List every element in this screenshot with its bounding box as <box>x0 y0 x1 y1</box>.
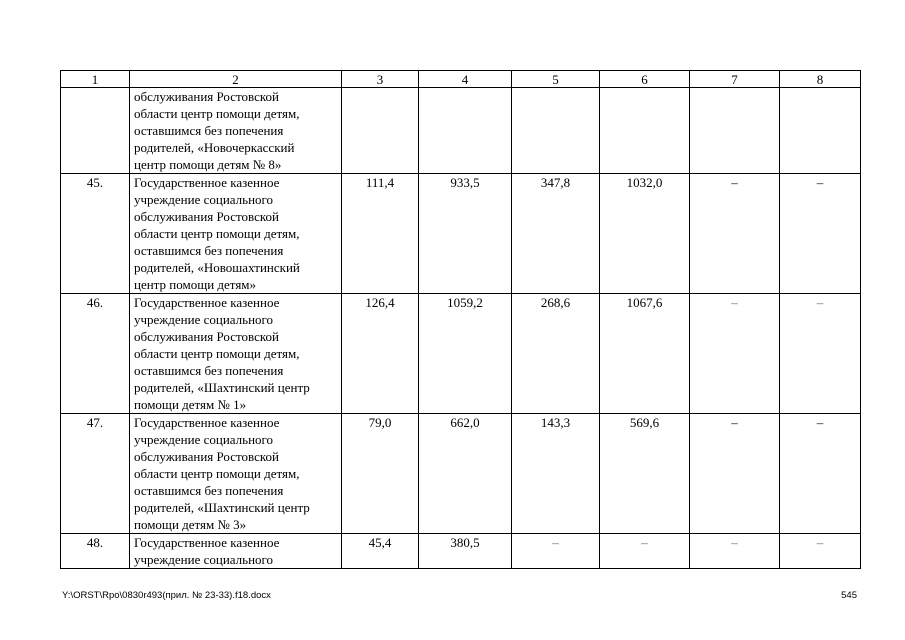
cell-col6: 1032,0 <box>600 174 690 294</box>
cell-col8: – <box>780 534 861 569</box>
description-line: Государственное казенное <box>134 175 280 190</box>
description-line: учреждение социального <box>134 552 274 567</box>
description-line: учреждение социального <box>134 432 274 447</box>
cell-col5: 347,8 <box>512 174 600 294</box>
description-line: области центр помощи детям, <box>134 226 300 241</box>
description-line: учреждение социального <box>134 192 274 207</box>
cell-col5 <box>512 88 600 174</box>
cell-col6: 569,6 <box>600 414 690 534</box>
cell-col4: 662,0 <box>419 414 512 534</box>
footer-page-number: 545 <box>841 590 857 601</box>
column-header-6: 6 <box>600 71 690 88</box>
column-header-1: 1 <box>61 71 130 88</box>
cell-col8: – <box>780 294 861 414</box>
cell-col3: 45,4 <box>342 534 419 569</box>
description-line: области центр помощи детям, <box>134 466 300 481</box>
cell-col5: – <box>512 534 600 569</box>
row-description <box>130 88 342 174</box>
table-row <box>61 414 861 534</box>
cell-col3: 111,4 <box>342 174 419 294</box>
description-line: оставшимся без попечения <box>134 363 284 378</box>
row-number: 48. <box>61 534 130 569</box>
description-line: учреждение социального <box>134 312 274 327</box>
description-line: оставшимся без попечения <box>134 243 284 258</box>
cell-col6 <box>600 88 690 174</box>
description-line: родителей, «Шахтинский центр <box>134 500 310 515</box>
row-description <box>130 414 342 534</box>
cell-col3 <box>342 88 419 174</box>
row-number: 45. <box>61 174 130 294</box>
description-line: Государственное казенное <box>134 535 280 550</box>
cell-col7: – <box>690 414 780 534</box>
header-row <box>61 71 861 88</box>
description-line: области центр помощи детям, <box>134 346 300 361</box>
row-description <box>130 294 342 414</box>
description-line: родителей, «Новочеркасский <box>134 140 295 155</box>
cell-col8: – <box>780 174 861 294</box>
cell-col4 <box>419 88 512 174</box>
cell-col4: 380,5 <box>419 534 512 569</box>
cell-col7: – <box>690 294 780 414</box>
description-line: оставшимся без попечения <box>134 483 284 498</box>
cell-col8: – <box>780 414 861 534</box>
description-line: родителей, «Новошахтинский <box>134 260 300 275</box>
cell-col5: 268,6 <box>512 294 600 414</box>
description-line: помощи детям № 3» <box>134 517 247 532</box>
description-line: Государственное казенное <box>134 295 280 310</box>
cell-col4: 933,5 <box>419 174 512 294</box>
column-header-3: 3 <box>342 71 419 88</box>
column-header-7: 7 <box>690 71 780 88</box>
description-line: обслуживания Ростовской <box>134 89 279 104</box>
description-line: области центр помощи детям, <box>134 106 300 121</box>
footer-file-path: Y:\ORST\Rpo\0830r493(прил. № 23-33).f18.docx <box>62 590 271 601</box>
description-line: родителей, «Шахтинский центр <box>134 380 310 395</box>
description-line: обслуживания Ростовской <box>134 329 279 344</box>
row-description <box>130 174 342 294</box>
column-header-8: 8 <box>780 71 861 88</box>
cell-col6: 1067,6 <box>600 294 690 414</box>
column-header-5: 5 <box>512 71 600 88</box>
cell-col6: – <box>600 534 690 569</box>
column-header-4: 4 <box>419 71 512 88</box>
description-line: оставшимся без попечения <box>134 123 284 138</box>
table-row <box>61 174 861 294</box>
description-line: обслуживания Ростовской <box>134 209 279 224</box>
cell-col3: 126,4 <box>342 294 419 414</box>
cell-col7: – <box>690 174 780 294</box>
table-row <box>61 294 861 414</box>
column-header-2: 2 <box>130 71 342 88</box>
description-line: помощи детям № 1» <box>134 397 247 412</box>
cell-col8 <box>780 88 861 174</box>
row-number: 46. <box>61 294 130 414</box>
cell-col4: 1059,2 <box>419 294 512 414</box>
description-line: центр помощи детям № 8» <box>134 157 282 172</box>
data-table <box>60 70 861 569</box>
row-number <box>61 88 130 174</box>
row-description <box>130 534 342 569</box>
description-line: Государственное казенное <box>134 415 280 430</box>
table-row-continuation <box>61 88 861 174</box>
cell-col5: 143,3 <box>512 414 600 534</box>
row-number: 47. <box>61 414 130 534</box>
description-line: обслуживания Ростовской <box>134 449 279 464</box>
description-line: центр помощи детям» <box>134 277 257 292</box>
table-row <box>61 534 861 569</box>
cell-col3: 79,0 <box>342 414 419 534</box>
cell-col7 <box>690 88 780 174</box>
cell-col7: – <box>690 534 780 569</box>
